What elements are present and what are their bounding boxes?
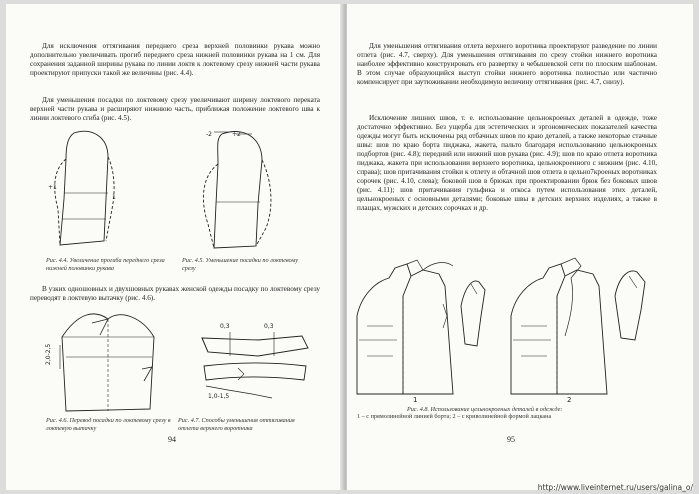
figure-4-4-sleeve-drawing: [44, 129, 164, 254]
left-paragraph-1: Для исключения оттягивания переднего среза верхней половинки рукава можно дополнительно увеличивать прогиб переднего среза нижней половинки рукава на 1 см. Для сохранения заданной ширины рукава по линии локтя к локтевому срезу нижней части рукава проектируют припуски такой же величины (рис. 4.4).: [30, 42, 320, 77]
figure-4-6-sleeve-drawing: [30, 309, 170, 414]
fig48-label-1: 1: [413, 396, 418, 404]
right-page-number: 95: [507, 435, 515, 444]
left-page-number: 94: [168, 435, 176, 444]
left-paragraph-2: Для уменьшения посадки по локтевому срезу увеличивают ширину локтевого переката верхней части рукава и расширяют нижнюю часть, приближая положение локтевого шва к линии локтевого сгиба (рис. 4.5).: [30, 96, 320, 122]
fig47-label-1: 0,3: [220, 323, 230, 330]
fig47-caption: Рис. 4.7. Способы уменьшения оттягивания отлета верхнего воротника: [178, 417, 295, 432]
right-paragraph-2: Исключение лишних швов, т. е. использование цельнокроеных деталей в одежде, тоже достаточно эффективно. Без ущерба для эстетических и эргономических показателей качества одежды могут быть исключены ряд отбачных швов по краю деталей, а также некоторые стачные швы: шов по краю борта пиджака, жакета, пальто благодаря использованию цельнокроеных подбортов (рис. 4.8); передний или нижний шов рукава (рис. 4.9); шов по краю отлета воротника пиджака, жакета при использовании верхнего воротника, цельнокроенного с нижним (рис. 4.10, справа); шов притачивания стойки к отлету и обтачной шов отлета в цельно7кроеных воротниках сорочек (рис. 4.10, слева); боковой шов в брюках при проектировании брюк без боковых швов (рис. 4.11); шов притачивания гульфика и откоса путем использования этих деталей, цельнокроеных с основными деталями; боковые швы в детских верхних изделиях, а также в плащах, мужских и детских сорочках и др.: [357, 114, 657, 212]
fig45-label-plus2: +2: [232, 131, 241, 138]
fig46-caption: Рис. 4.6. Перевод посадки по локтевому срезу в локтевую вытачку: [46, 417, 171, 432]
fig47-label-2: 0,3: [264, 323, 274, 330]
fig44-label-1: 1: [112, 194, 116, 201]
fig48-label-2: 2: [567, 396, 572, 404]
fig48-caption-title: Рис. 4.8. Использование цельнокроеных деталей в одежде:: [407, 406, 563, 413]
fig44-label-plus1: +1: [48, 184, 57, 191]
left-paragraph-3: В узких одношовных и двухшовных рукавах женской одежды посадку по локтевому срезу переводят в локтевую вытачку (рис. 4.6).: [30, 285, 320, 302]
fig45-label-minus2: -2: [206, 131, 212, 138]
right-paragraph-1: Для уменьшения оттягивания отлета верхнего воротника проектируют разведение по линии отлета (рис. 4.7, сверху). Для уменьшения оттягивания по срезу стойки нижнего воротника наиболее эффективно конструировать его развертку в чебышевской сети по плоским шаблонам. В этом случае образующийся выступ стойки нижнего воротника полностью или частично компенсирует при заутюживании необходимую величину оттягивания (рис. 4.7, снизу).: [357, 42, 657, 86]
figure-4-8-jacket-drawings: [353, 256, 663, 404]
source-url-watermark: http://www.liveinternet.ru/users/galina_o/: [537, 483, 693, 492]
figure-4-7-collar-drawing: [178, 316, 328, 406]
fig46-label: 2,0-2,5: [45, 343, 52, 365]
figure-4-5-sleeve-drawing: [186, 124, 306, 254]
left-page: [6, 4, 345, 490]
fig45-caption: Рис. 4.5. Уменьшение посадки по локтевому срезу: [182, 257, 299, 272]
fig48-caption-body: 1 – с прямолинейной линией борта; 2 – с криволинейной формой лацкана: [357, 413, 552, 420]
right-page: [347, 4, 693, 490]
fig44-caption: Рис. 4.4. Увеличение прогиба переднего среза нижней половинки рукава: [46, 257, 165, 272]
fig47-label-3: 1,0-1,5: [208, 393, 230, 400]
